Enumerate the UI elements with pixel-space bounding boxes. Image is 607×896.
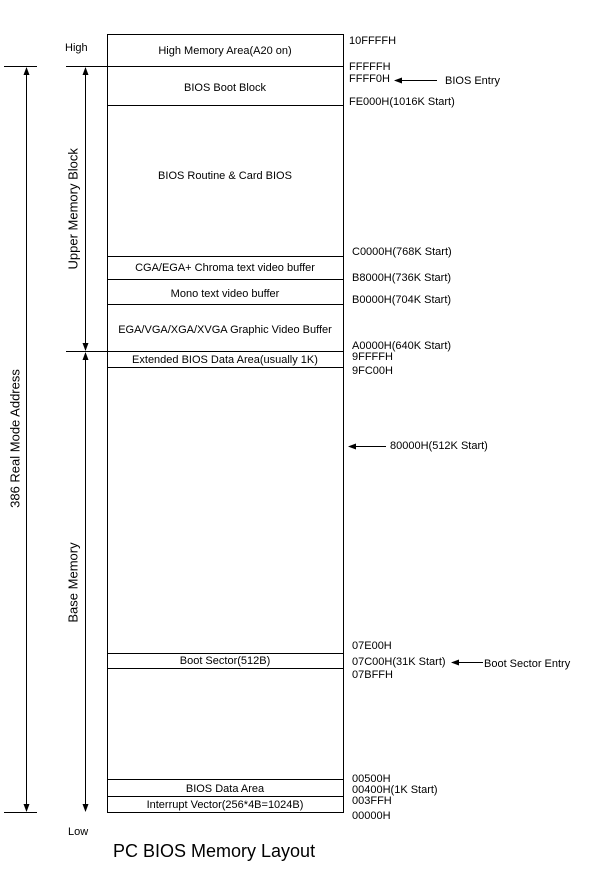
block-bios-routine: BIOS Routine & Card BIOS [158, 170, 292, 182]
block-boot-sector: Boot Sector(512B) [179, 655, 271, 667]
address-a0000h: A0000H(640K Start) [352, 340, 452, 352]
real-mode-address-label: 386 Real Mode Address [7, 369, 23, 508]
address-07bffh: 07BFFH [352, 669, 393, 681]
high-label: High [65, 42, 88, 54]
separator-9fc00 [107, 367, 344, 368]
address-fffffh: FFFFFH [349, 61, 391, 73]
block-bios-boot-block: BIOS Boot Block [184, 82, 266, 94]
address-b0000h: B0000H(704K Start) [352, 294, 452, 306]
address-b8000h: B8000H(736K Start) [352, 272, 452, 284]
address-9fc00h: 9FC00H [352, 365, 393, 377]
block-mono-buffer: Mono text video buffer [170, 288, 280, 300]
block-cga-ega-buffer: CGA/EGA+ Chroma text video buffer [135, 262, 315, 274]
address-ffff0h: FFFF0H [349, 73, 390, 85]
address-07c00h: 07C00H(31K Start) [352, 656, 446, 668]
diagram-title: PC BIOS Memory Layout [113, 841, 316, 861]
block-bios-data-area: BIOS Data Area [185, 783, 265, 795]
block-interrupt-vector: Interrupt Vector(256*4B=1024B) [146, 799, 304, 811]
address-07e00h: 07E00H [352, 640, 392, 652]
low-label: Low [68, 826, 89, 838]
upper-memory-block-label: Upper Memory Block [65, 148, 81, 270]
separator-00500 [107, 779, 344, 780]
block-extended-bios-data: Extended BIOS Data Area(usually 1K) [132, 353, 318, 366]
address-80000h: 80000H(512K Start) [390, 440, 488, 452]
address-9ffffh: 9FFFFH [352, 351, 393, 363]
address-fe000h: FE000H(1016K Start) [349, 96, 455, 108]
base-memory-label: Base Memory [65, 542, 81, 623]
address-003ffh: 003FFH [352, 795, 392, 807]
address-00000h: 00000H [352, 810, 391, 822]
block-high-memory-area: High Memory Area(A20 on) [158, 44, 292, 57]
address-00500h: 00500H [352, 773, 391, 785]
block-graphic-buffer: EGA/VGA/XGA/XVGA Graphic Video Buffer [118, 324, 332, 336]
address-10ffffh: 10FFFFH [349, 35, 397, 47]
separator-07bff [107, 668, 344, 669]
address-00400h: 00400H(1K Start) [352, 784, 438, 796]
boot-sector-entry-label: Boot Sector Entry [484, 658, 571, 670]
address-c0000h: C0000H(768K Start) [352, 246, 452, 258]
bios-entry-label: BIOS Entry [445, 75, 501, 87]
